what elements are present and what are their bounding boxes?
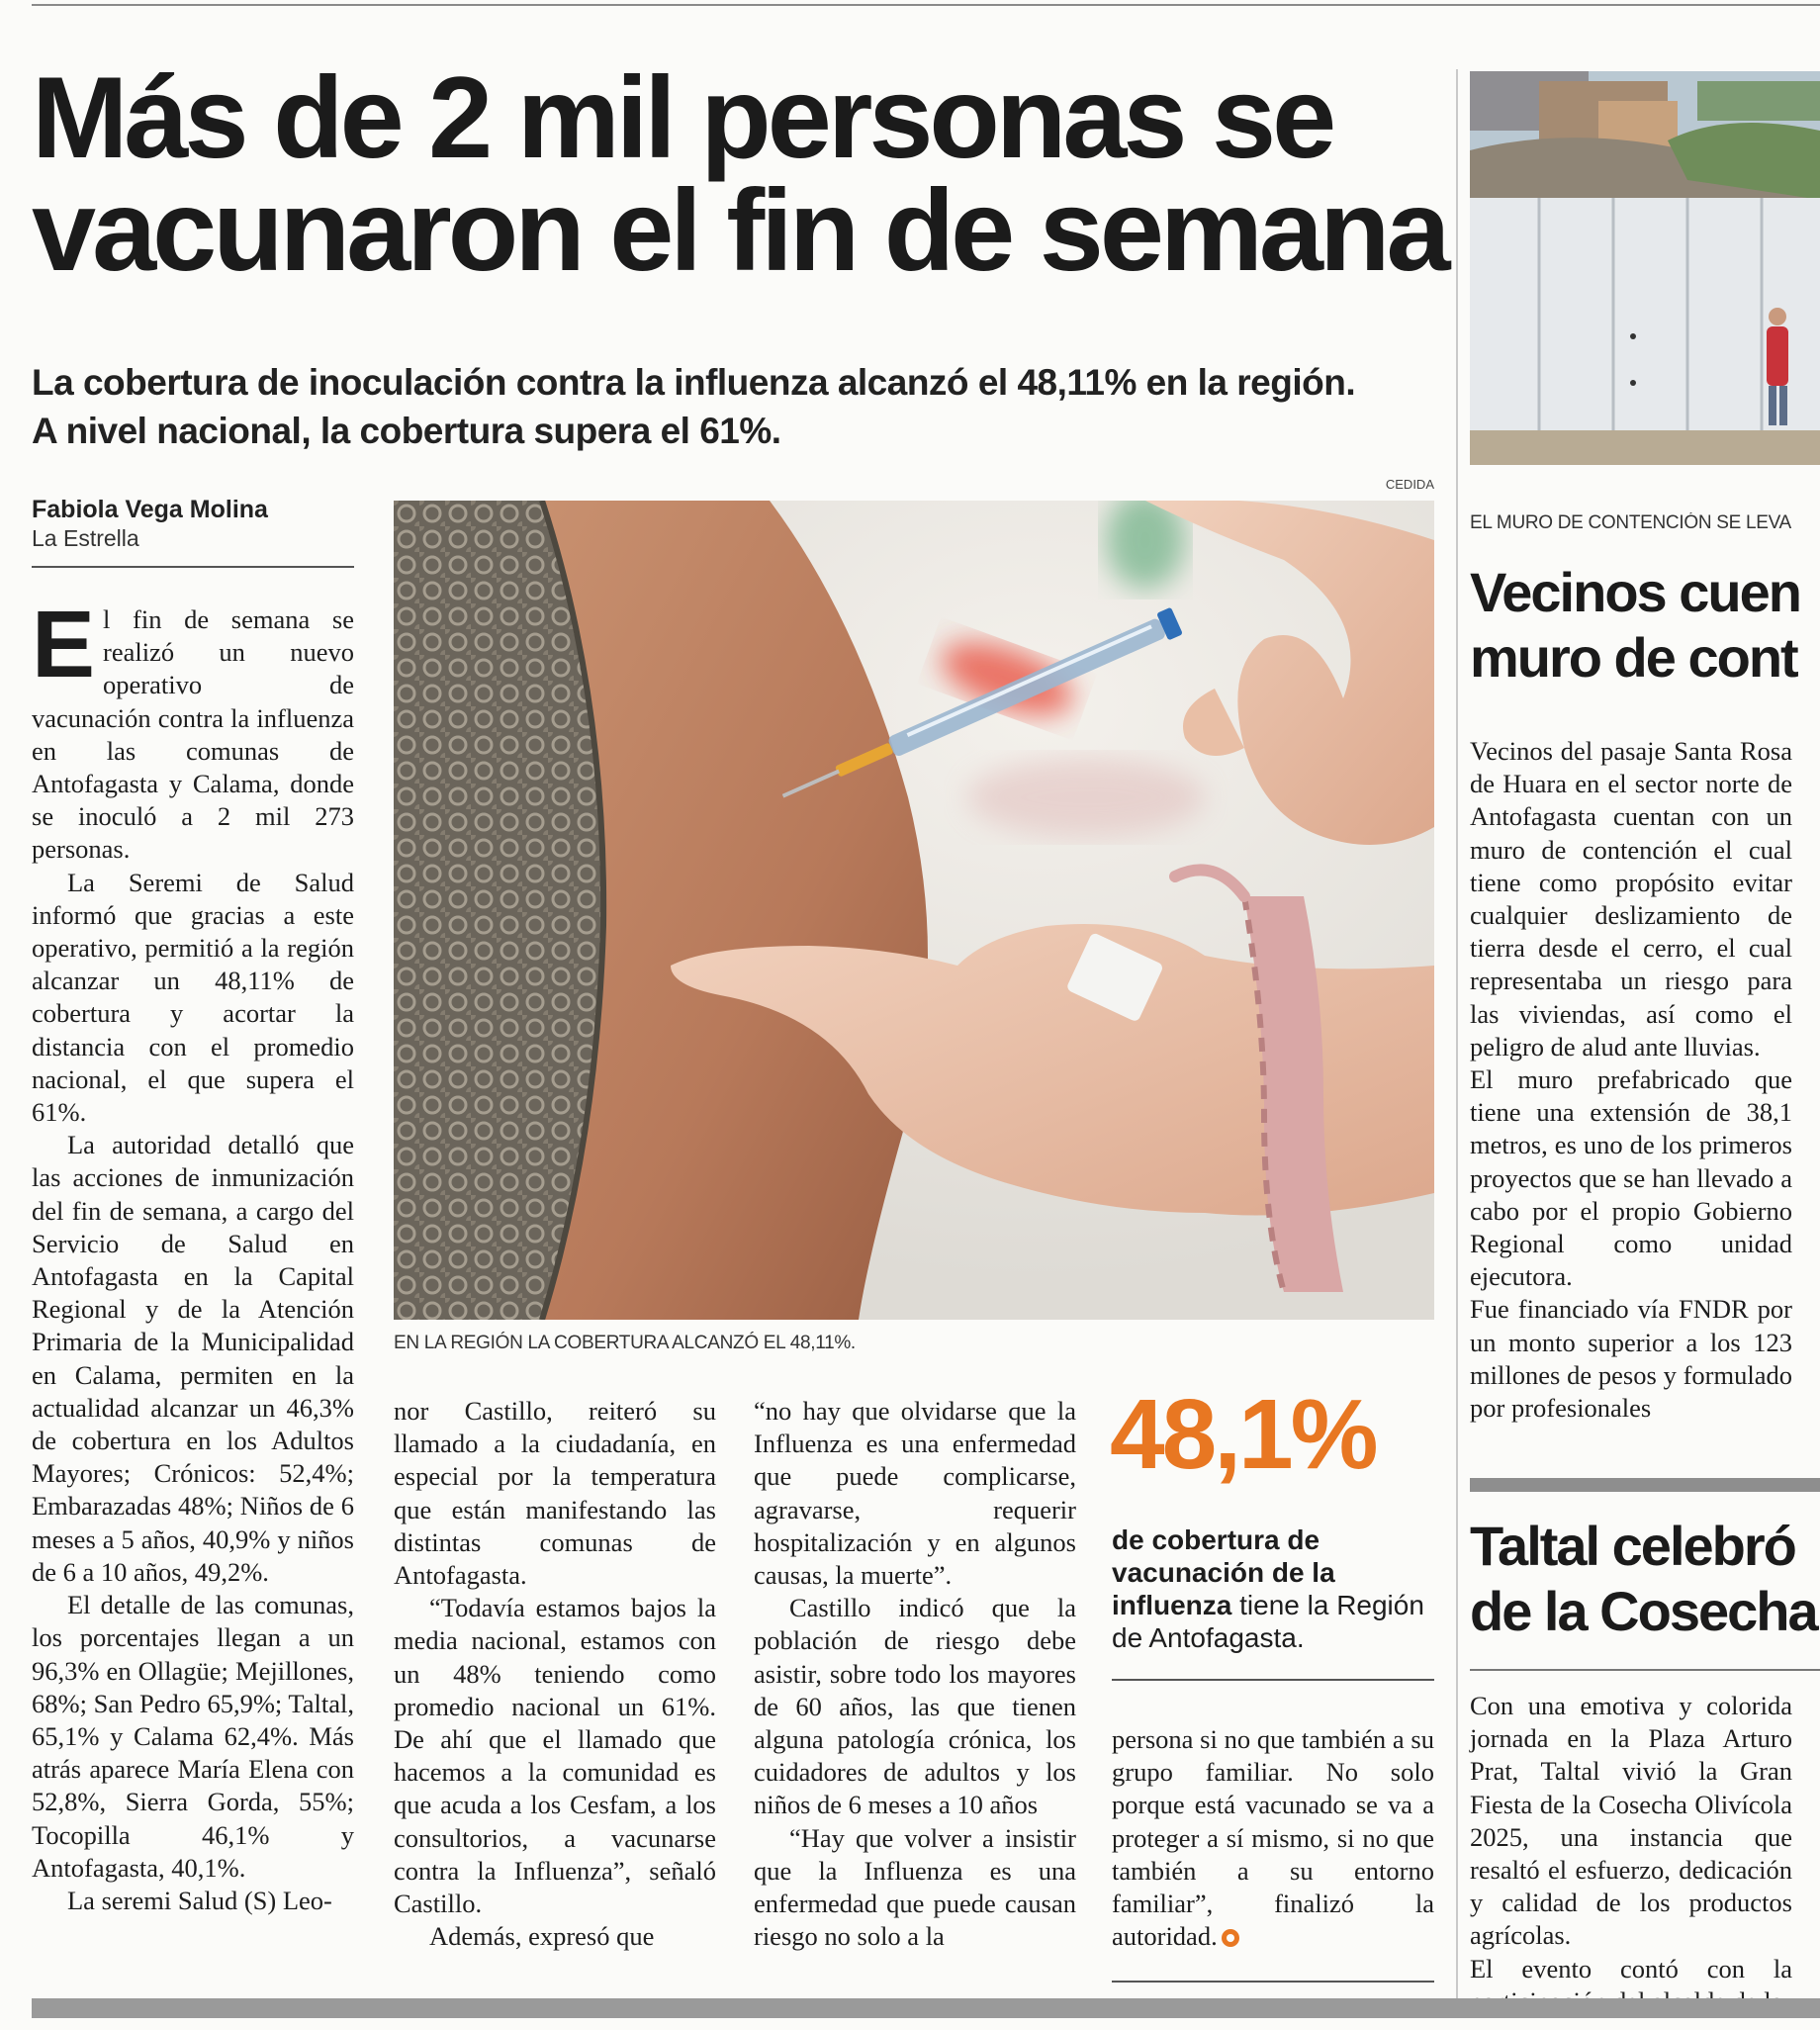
paragraph: Vecinos del pasaje Santa Rosa de Huara en el sector norte de Antofagasta cuentan con un muro de contención el cual tiene como propósito evitar cualquier deslizamiento de tierra desde el cerro, el cual representaba un riesgo para las viviendas, así como el peligro de alud ante lluvias.: [1470, 736, 1792, 1061]
photo-caption: EN LA REGIÓN LA COBERTURA ALCANZÓ EL 48,11%.: [394, 1333, 856, 1353]
retaining-wall-photo: [1470, 71, 1820, 465]
subhead-line-2: A nivel nacional, la cobertura supera el 61%.: [32, 411, 781, 451]
paragraph: nor Castillo, reiteró su llamado a la ciudadanía, en especial por la temperatura que están manifestando las distintas comunas de Antofagasta.: [394, 1396, 716, 1591]
drop-cap: E: [32, 592, 96, 697]
paragraph: La seremi Salud (S) Leo-: [67, 1885, 332, 1915]
sidebar-divider: [1470, 1478, 1820, 1492]
paragraph: Castillo indicó que la población de riesgo debe asistir, sobre todo los mayores de 60 años, las que tienen alguna patología crónica, los cuidadores de adultos y los niños de 6 meses a 10 años: [754, 1593, 1076, 1820]
article-column-4: [1112, 1723, 1434, 1953]
sidebar-story-1-headline: [1470, 560, 1820, 691]
stat-number: 48,1%: [1110, 1379, 1376, 1490]
top-rule: [32, 4, 1820, 6]
vaccination-photo: [394, 501, 1434, 1320]
photo-credit: CEDIDA: [1385, 477, 1434, 492]
author-name: Fabiola Vega Molina: [32, 496, 268, 523]
headline-line: muro de cont: [1470, 626, 1797, 689]
column-separator: [1456, 69, 1458, 1998]
paragraph: El muro prefabricado que tiene una extensión de 38,1 metros, es uno de los primeros proyectos que se han llevado a cabo por el propio Gobierno Regional como unidad ejecutora.: [1470, 1064, 1792, 1292]
paragraph-text: l fin de semana se realizó un nuevo operativo de vacunación contra la influenza en las comunas de Antofagasta y Calama, donde se inoculó a 2 mil 273 personas.: [32, 604, 354, 865]
paragraph: Además, expresó que: [429, 1921, 655, 1952]
subhead-line-1: La cobertura de inoculación contra la influenza alcanzó el 48,11% en la región.: [32, 362, 1356, 403]
headline: [32, 52, 1456, 295]
stat-bold-text: de cobertura de vacunación de la influenza: [1112, 1524, 1335, 1620]
bottom-bar: [32, 1998, 1820, 2018]
paragraph: Fue financiado vía FNDR por un monto superior a los 123 millones de pesos y formulado por profesionales: [1470, 1294, 1792, 1424]
publication-name: La Estrella: [32, 525, 139, 551]
stat-rest-text: tiene la Región de Antofagasta.: [1112, 1590, 1424, 1653]
subheadline: [32, 358, 1456, 455]
paragraph: El evento contó con la: [1470, 1953, 1792, 1984]
paragraph: [32, 592, 354, 867]
sidebar-headline-divider: [1470, 1669, 1820, 1671]
stat-divider: [1112, 1679, 1434, 1681]
headline-line-2: vacunaron el fin de semana: [32, 165, 1447, 295]
paragraph: La autoridad detalló que las acciones de inmunización del fin de semana, a cargo del Servicio de Salud en Antofagasta en la Capital Regional y de la Atención Primaria de la Municipalidad en Calama, permiten en la actualidad alcanzar un 46,3% de cobertura en los Adultos Mayores; Crónicos: 52,4%; Embarazadas 48%; Niños de 6 meses a 5 años, 40,9% y niños de 6 a 10 años, 49,2%.: [32, 1130, 354, 1587]
headline-line-1: Más de 2 mil personas se: [32, 52, 1333, 182]
byline: [32, 495, 358, 552]
paragraph: “Todavía estamos bajos la media nacional, estamos con un 48% teniendo como promedio nacional un 61%. De ahí que el llamado que hacemos a la comunidad es que acuda a los Cesfam, a los consultorios, a vacunarse contra la Influenza”, señaló Castillo.: [394, 1593, 716, 1919]
headline-line: Taltal celebró: [1470, 1515, 1795, 1577]
paragraph: “Hay que volver a insistir que la Influenza es una enfermedad que puede causan riesgo no solo a la: [754, 1822, 1076, 1952]
article-column-1: [32, 592, 354, 1917]
paragraph: La Seremi de Salud informó que gracias a este operativo, permitió a la región alcanzar un 48,11% de cobertura y acortar la distancia con el promedio nacional, el que supera el 61%.: [32, 867, 354, 1128]
headline-line: de la Cosecha: [1470, 1580, 1817, 1642]
paragraph: El detalle de las comunas, los porcentajes llegan a un 96,3% en Ollagüe; Mejillones, 68%; San Pedro 65,9%; Taltal, 65,1% y Calama 62,4%. Más atrás aparece María Elena con 52,8%, Sierra Gorda, 55%; Tocopilla 46,1% y Antofagasta, 40,1%.: [32, 1590, 354, 1883]
end-mark-icon: [1222, 1929, 1239, 1947]
headline-line: Vecinos cuen: [1470, 561, 1800, 623]
paragraph-text: persona si no que también a su grupo familiar. No solo porque está vacunado se va a proteger a sí mismo, si no que también a su entorno familiar”, finalizó la autoridad.: [1112, 1724, 1434, 1952]
retaining-wall-illustration: [1470, 71, 1820, 465]
vaccination-illustration: [394, 501, 1434, 1320]
sidebar-photo-caption: EL MURO DE CONTENCIÓN SE LEVA: [1470, 512, 1791, 533]
sidebar-story-2-headline: [1470, 1514, 1820, 1644]
byline-divider: [32, 566, 354, 568]
article-column-2: [394, 1395, 716, 1953]
paragraph: “no hay que olvidarse que la Influenza es una enfermedad que puede complicarse, agravarse, requerir hospitalización y en algunos causas, la muerte”.: [754, 1396, 1076, 1591]
article-end-divider: [1112, 1981, 1434, 1983]
sidebar-story-2-body: [1470, 1690, 1792, 2018]
article-column-3: [754, 1395, 1076, 1953]
paragraph: Con una emotiva y colorida jornada en la Plaza Arturo Prat, Taltal vivió la Gran Fiesta de la Cosecha Olivícola 2025, una instancia que resaltó el esfuerzo, dedicación y calidad de los productos agrícolas.: [1470, 1691, 1792, 1951]
paragraph: [1112, 1723, 1434, 1953]
stat-description: [1112, 1523, 1438, 1654]
sidebar-story-1-body: [1470, 735, 1792, 1425]
